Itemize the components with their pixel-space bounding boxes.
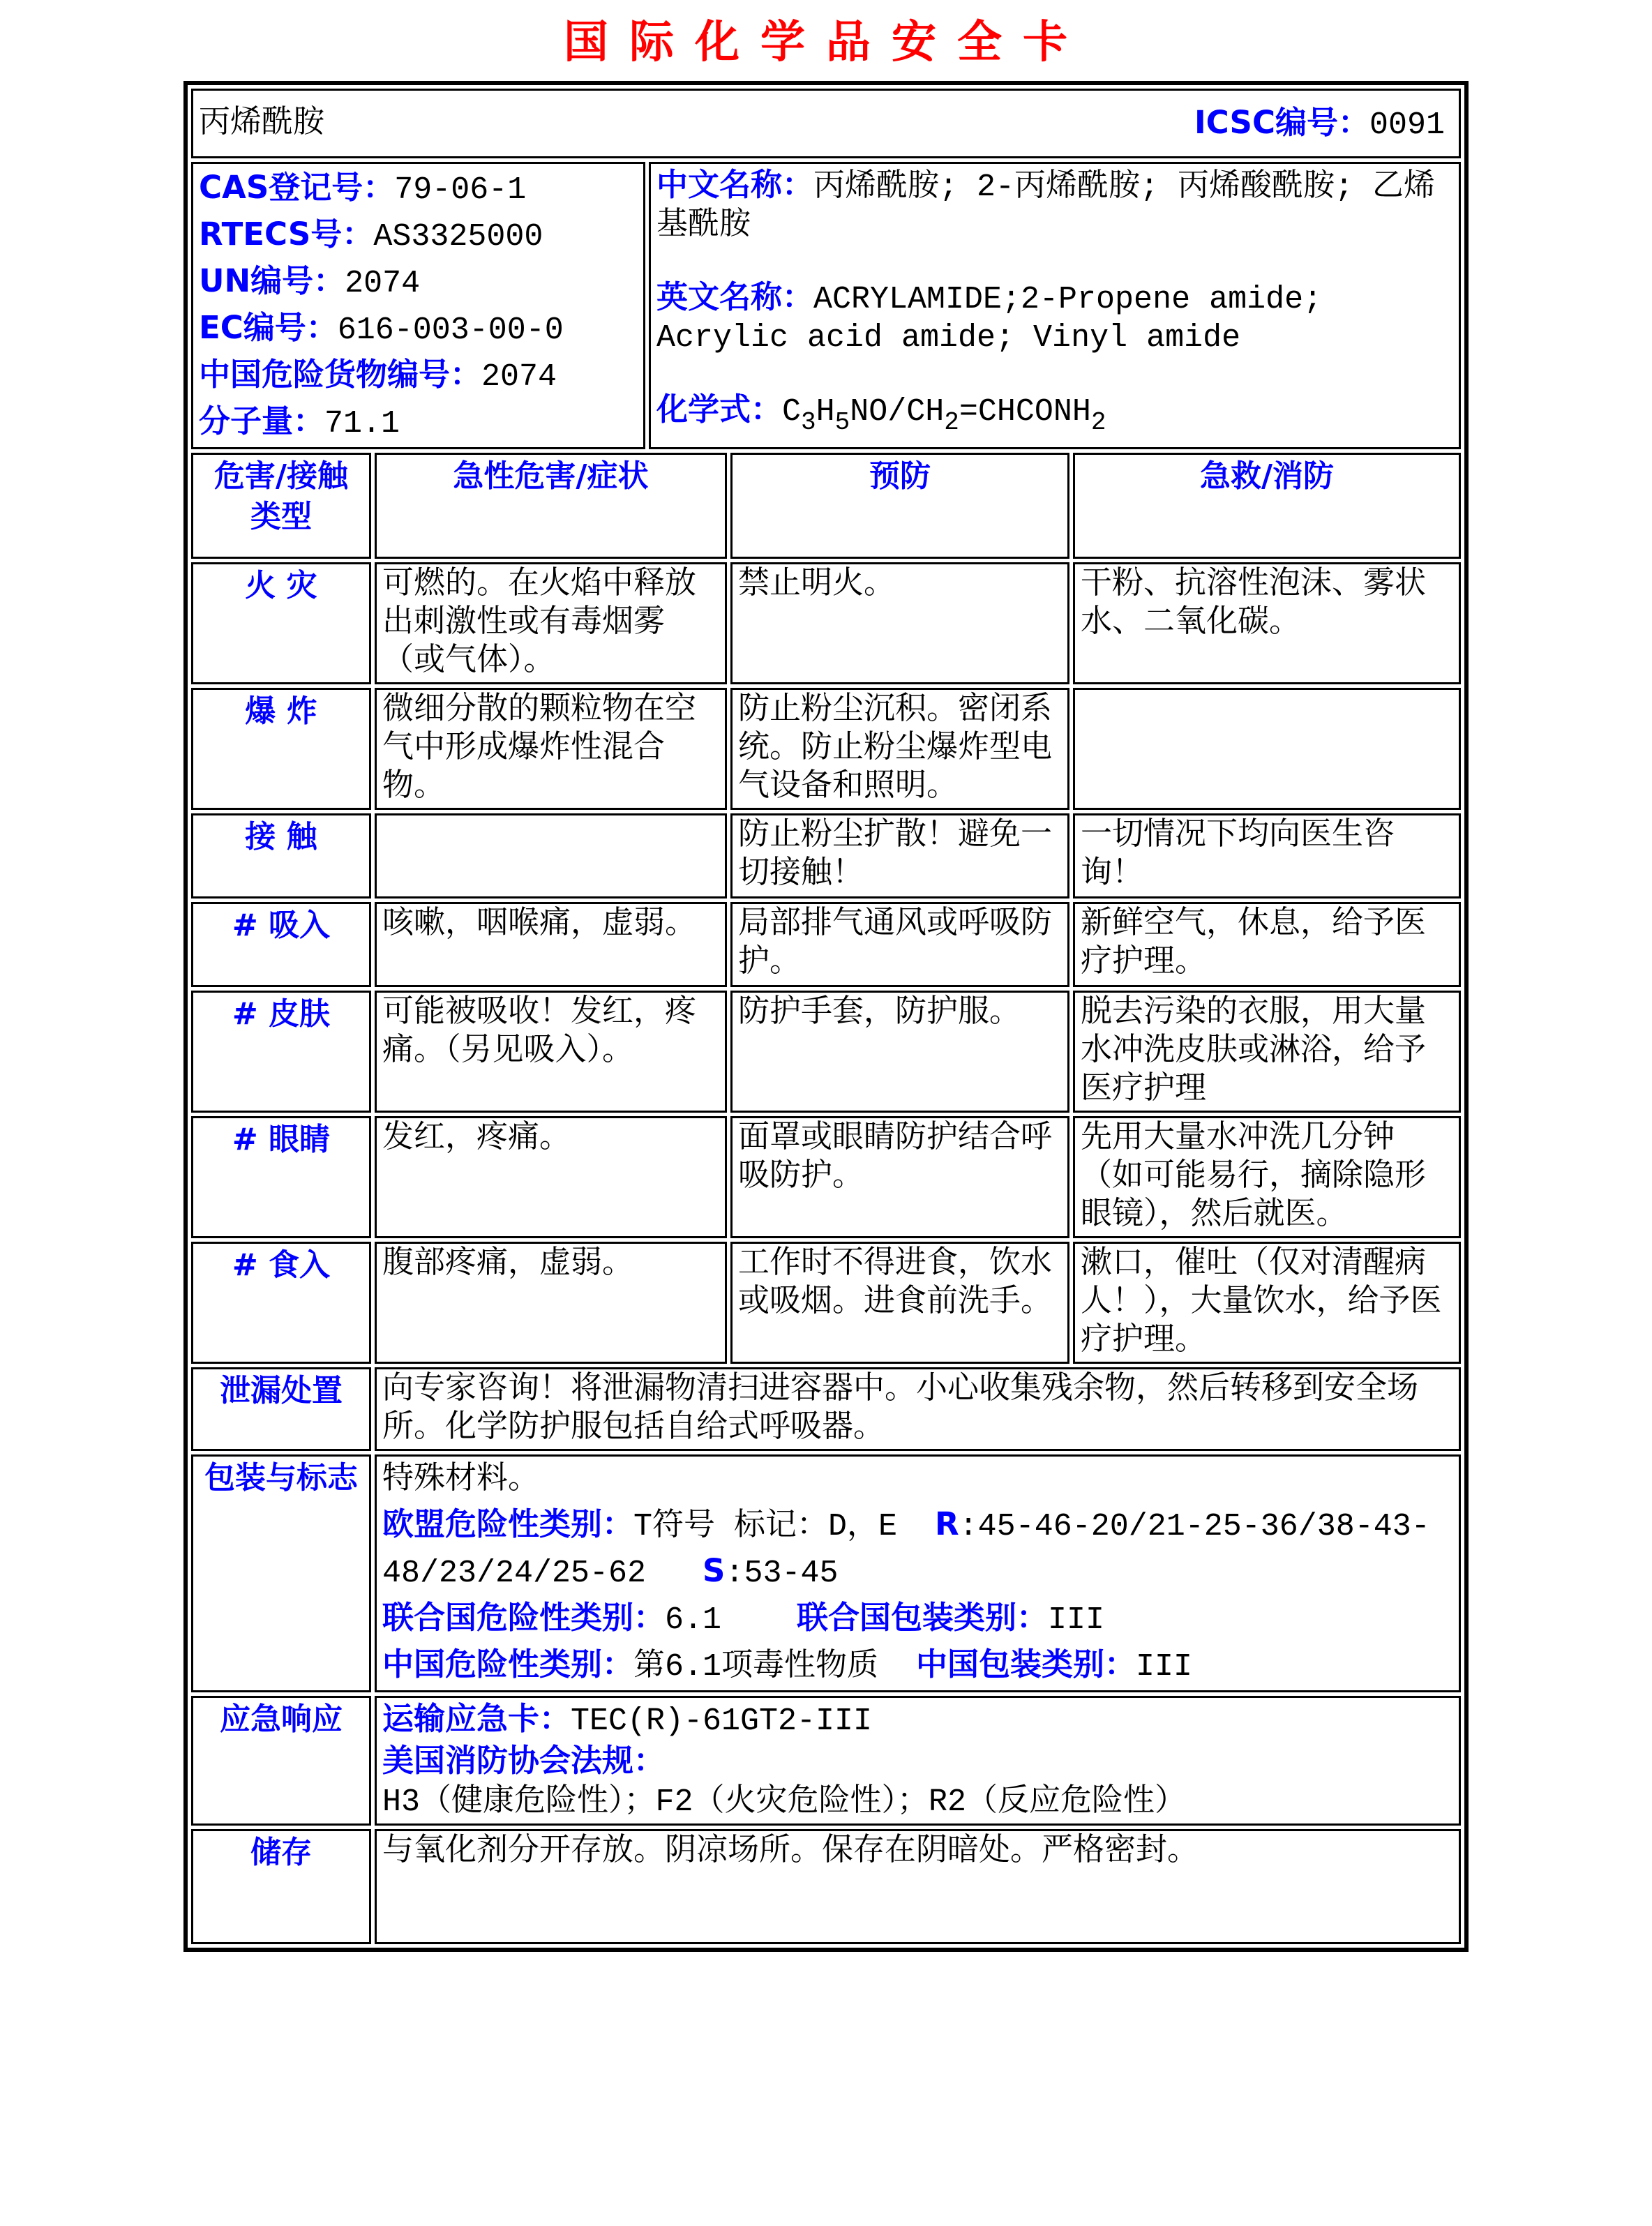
hazard-type-ingestion: # 食入: [191, 1242, 371, 1364]
icsc-number: ICSC编号：0091: [1194, 103, 1446, 143]
un-number-line: UN编号：2074: [198, 262, 421, 302]
spillage-label: 泄漏处置: [191, 1367, 371, 1451]
emergency-line-transport-card: 运输应急卡：TEC(R)-61GT2-III: [382, 1700, 873, 1740]
packaging-row: [191, 1454, 1461, 1692]
china-dg-number-line: 中国危险货物编号：2074: [198, 356, 557, 396]
emergency-row: [191, 1696, 1461, 1826]
packaging-line-china-classification: 中国危险性类别：第6.1项毒性物质 中国包装类别：III: [382, 1646, 1193, 1685]
eyes-firstaid-cell: 先用大量水冲洗几分钟（如可能易行，摘除隐形眼镜），然后就医。: [1073, 1116, 1461, 1238]
fire-symptoms-cell: 可燃的。在火焰中释放出刺激性或有毒烟雾（或气体）。: [375, 562, 727, 684]
identification-names-cell: [649, 162, 1461, 449]
spillage-row: [191, 1367, 1461, 1451]
hazard-row-fire: [191, 562, 1461, 684]
column-header-firstaid: 急救/消防: [1073, 453, 1461, 559]
emergency-label: 应急响应: [191, 1696, 371, 1826]
packaging-label: 包装与标志: [191, 1454, 371, 1692]
hazard-row-explosion: [191, 688, 1461, 810]
column-header-prevention: 预防: [730, 453, 1069, 559]
hazard-row-contact: [191, 813, 1461, 898]
identification-row: [191, 162, 1461, 449]
column-header-hazard-type: 危害/接触类型: [191, 453, 371, 559]
emergency-line-nfpa: 美国消防协会法规：H3（健康危险性）；F2（火灾危险性）；R2（反应危险性）: [382, 1742, 1186, 1821]
explosion-firstaid-cell: [1073, 688, 1461, 810]
page-title: 国际化学品安全卡: [564, 17, 1088, 68]
ingestion-firstaid-cell: 漱口，催吐（仅对清醒病人！），大量饮水，给予医疗护理。: [1073, 1242, 1461, 1364]
skin-prevention-cell: 防护手套，防护服。: [730, 991, 1069, 1113]
skin-firstaid-cell: 脱去污染的衣服，用大量水冲洗皮肤或淋浴，给予医疗护理: [1073, 991, 1461, 1113]
english-name-line: 英文名称：ACRYLAMIDE;2-Propene amide; Acrylic acid amide; Vinyl amide: [656, 278, 1342, 356]
chinese-name-line: 中文名称：丙烯酰胺; 2-丙烯酰胺; 丙烯酸酰胺; 乙烯基酰胺: [656, 166, 1436, 244]
hazard-type-explosion: 爆 炸: [191, 688, 371, 810]
card-header-row: [191, 89, 1461, 158]
hazard-type-eyes: # 眼睛: [191, 1116, 371, 1238]
storage-label: 储存: [191, 1829, 371, 1944]
packaging-text-cell: [375, 1454, 1461, 1692]
safety-card-table: [183, 81, 1469, 1952]
hazard-type-skin: # 皮肤: [191, 991, 371, 1113]
skin-symptoms-cell: 可能被吸收！发红，疼痛。（另见吸入）。: [375, 991, 727, 1113]
identification-numbers-cell: [191, 162, 645, 449]
explosion-prevention-cell: 防止粉尘沉积。密闭系统。防止粉尘爆炸型电气设备和照明。: [730, 688, 1069, 810]
ingestion-prevention-cell: 工作时不得进食，饮水或吸烟。进食前洗手。: [730, 1242, 1069, 1364]
packaging-line-eu-classification: 欧盟危险性类别：T符号 标记：D，E R:45-46-20/21-25-36/38-43-48/23/24/25-62 S:53-45: [382, 1505, 1430, 1592]
storage-row: [191, 1829, 1461, 1944]
hazard-row-inhalation: [191, 902, 1461, 987]
contact-prevention-cell: 防止粉尘扩散！避免一切接触！: [730, 813, 1069, 898]
eyes-symptoms-cell: 发红，疼痛。: [375, 1116, 727, 1238]
fire-prevention-cell: 禁止明火。: [730, 562, 1069, 684]
storage-text-cell: 与氧化剂分开存放。阴凉场所。保存在阴暗处。严格密封。: [375, 1829, 1461, 1944]
contact-firstaid-cell: 一切情况下均向医生咨询！: [1073, 813, 1461, 898]
column-header-symptoms: 急性危害/症状: [375, 453, 727, 559]
inhalation-prevention-cell: 局部排气通风或呼吸防护。: [730, 902, 1069, 987]
explosion-symptoms-cell: 微细分散的颗粒物在空气中形成爆炸性混合物。: [375, 688, 727, 810]
card-header-cell: [191, 89, 1461, 158]
hazard-table-header-row: [191, 453, 1461, 559]
contact-symptoms-cell: [375, 813, 727, 898]
chemical-name: 丙烯酰胺: [198, 105, 324, 142]
eyes-prevention-cell: 面罩或眼睛防护结合呼吸防护。: [730, 1116, 1069, 1238]
hazard-row-ingestion: [191, 1242, 1461, 1364]
packaging-line-special-material: 特殊材料。: [382, 1462, 539, 1498]
hazard-type-fire: 火 灾: [191, 562, 371, 684]
hazard-type-inhalation: # 吸入: [191, 902, 371, 987]
emergency-text-cell: [375, 1696, 1461, 1826]
cas-number-line: CAS登记号：79-06-1: [198, 169, 527, 209]
rtecs-number-line: RTECS号：AS3325000: [198, 216, 543, 255]
spillage-text-cell: 向专家咨询！将泄漏物清扫进容器中。小心收集残余物，然后转移到安全场所。化学防护服包括自给式呼吸器。: [375, 1367, 1461, 1451]
ingestion-symptoms-cell: 腹部疼痛，虚弱。: [375, 1242, 727, 1364]
inhalation-symptoms-cell: 咳嗽，咽喉痛，虚弱。: [375, 902, 727, 987]
ec-number-line: EC编号：616-003-00-0: [198, 309, 564, 349]
packaging-line-un-classification: 联合国危险性类别：6.1 联合国包装类别：III: [382, 1599, 1105, 1639]
hazard-row-eyes: [191, 1116, 1461, 1238]
hazard-row-skin: [191, 991, 1461, 1113]
chemical-formula-line: 化学式：$C_3H_5NO/CH_2=CHCONH_2$: [656, 391, 1106, 437]
molecular-weight-line: 分子量：71.1: [198, 403, 400, 442]
hazard-type-contact: 接 触: [191, 813, 371, 898]
inhalation-firstaid-cell: 新鲜空气，休息，给予医疗护理。: [1073, 902, 1461, 987]
fire-firstaid-cell: 干粉、抗溶性泡沫、雾状水、二氧化碳。: [1073, 562, 1461, 684]
